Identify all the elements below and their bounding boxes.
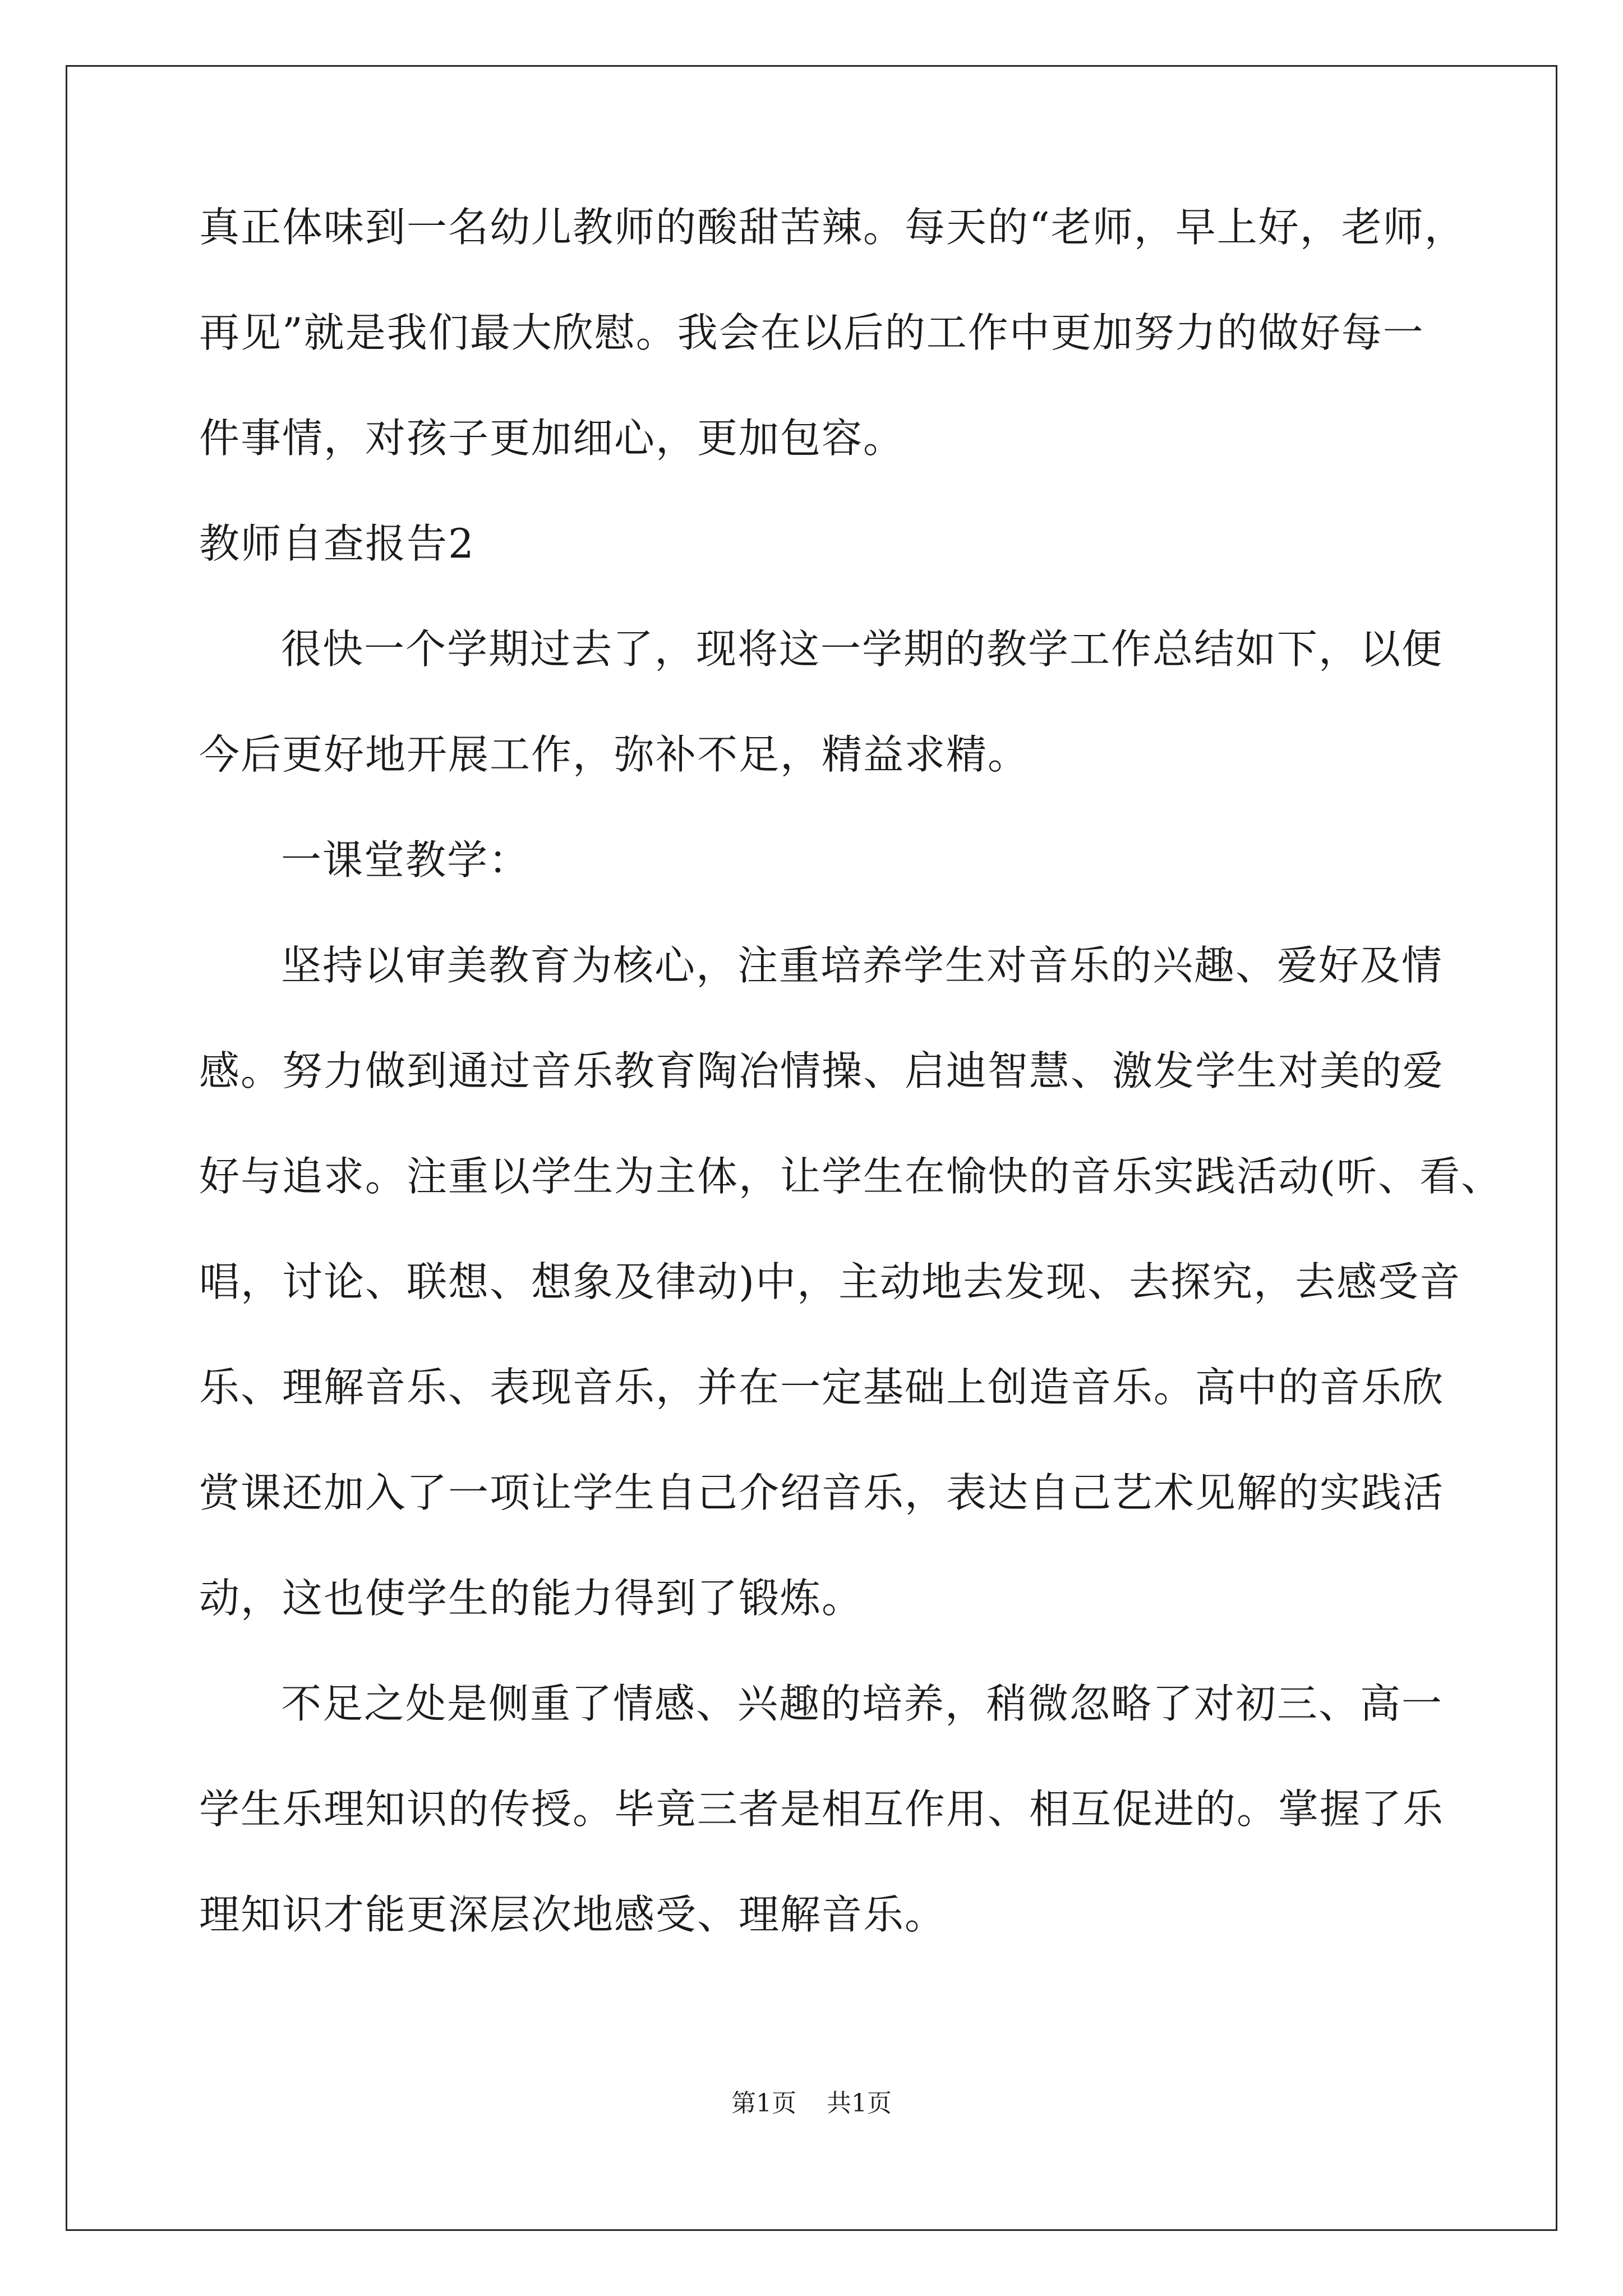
- page-footer: [0, 2088, 1623, 2119]
- text-line: 真正体味到一名幼儿教师的酸甜苦辣。每天的“老师，早上好，老师，: [199, 204, 1466, 251]
- text-line: 件事情，对孩子更加细心，更加包容。: [199, 415, 905, 462]
- section-heading: 教师自查报告2: [199, 520, 475, 567]
- text-line: 动，这也使学生的能力得到了锻炼。: [199, 1575, 864, 1622]
- text-line: 再见”就是我们最大欣慰。我会在以后的工作中更加努力的做好每一: [199, 309, 1424, 356]
- text-line: 赏课还加入了一项让学生自己介绍音乐，表达自己艺术见解的实践活: [199, 1469, 1445, 1516]
- text-line: 很快一个学期过去了，现将这一学期的教学工作总结如下，以便: [281, 625, 1444, 673]
- text-line: 乐、理解音乐、表现音乐，并在一定基础上创造音乐。高中的音乐欣: [199, 1364, 1445, 1411]
- page-number-current: 第1页: [731, 2089, 796, 2118]
- subsection-heading: 一课堂教学：: [281, 836, 531, 884]
- text-line: 今后更好地开展工作，弥补不足，精益求精。: [199, 731, 1030, 778]
- text-line: 唱，讨论、联想、想象及律动)中，主动地去发现、去探究，去感受音: [199, 1258, 1461, 1305]
- text-line: 学生乐理知识的传授。毕竟三者是相互作用、相互促进的。掌握了乐: [199, 1786, 1445, 1833]
- text-line: 不足之处是侧重了情感、兴趣的培养，稍微忽略了对初三、高一: [281, 1680, 1444, 1727]
- text-line: 理知识才能更深层次地感受、理解音乐。: [199, 1891, 947, 1938]
- text-line: 好与追求。注重以学生为主体，让学生在愉快的音乐实践活动(听、看、: [199, 1153, 1503, 1200]
- document-body: [199, 201, 1503, 1994]
- text-line: 坚持以审美教育为核心，注重培养学生对音乐的兴趣、爱好及情: [281, 942, 1444, 989]
- page-number-total: 共1页: [827, 2089, 892, 2118]
- text-line: 感。努力做到通过音乐教育陶冶情操、启迪智慧、激发学生对美的爱: [199, 1047, 1445, 1094]
